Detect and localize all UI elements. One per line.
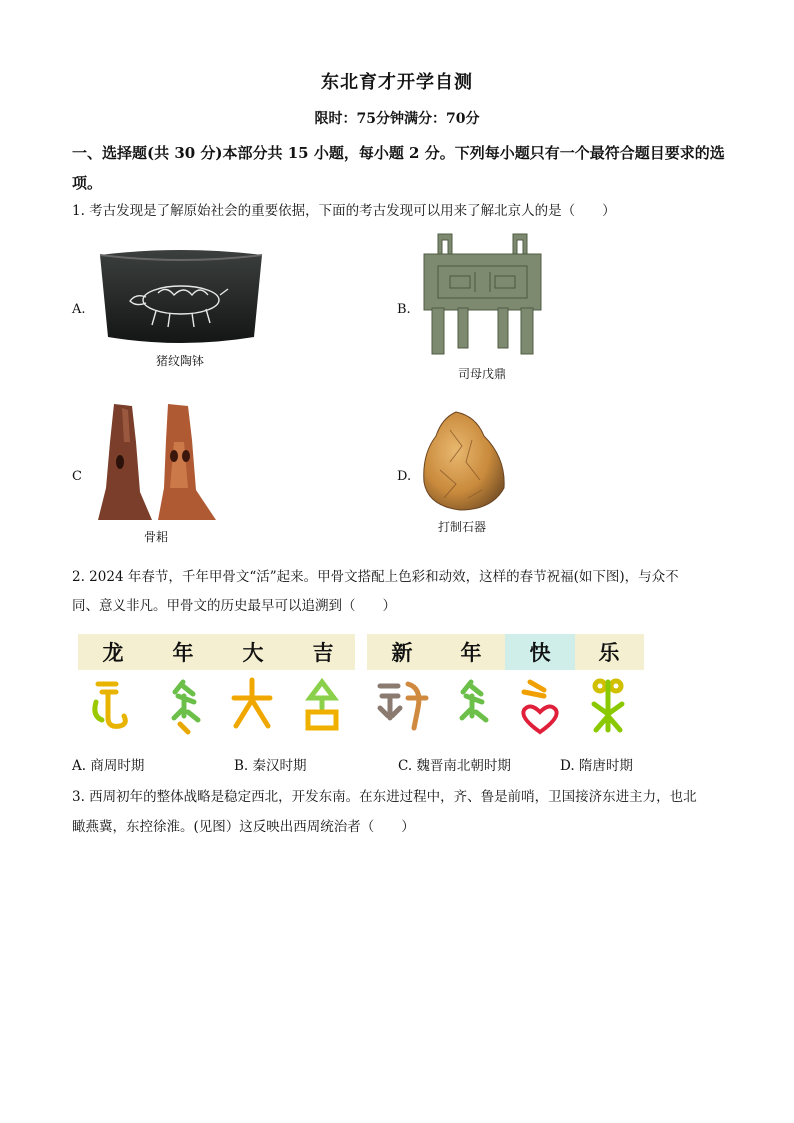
q2-option-b: B. 秦汉时期	[234, 758, 307, 774]
oracle-long-glyph	[95, 684, 125, 726]
section-heading: 一、选择题(共 30 分)本部分共 15 小题，每小题 2 分。下列每小题只有一个最符合题目要求的选项。	[72, 144, 725, 192]
oracle-nian-glyph-2	[462, 682, 486, 720]
banner-char-le: 乐	[598, 641, 620, 665]
oracle-glyphs	[78, 674, 644, 738]
oracle-da-glyph	[234, 680, 270, 726]
oracle-bone-greeting-banner	[78, 634, 644, 740]
bone-spade-image	[92, 402, 222, 524]
q1-option-b-caption: 司母戊鼎	[457, 367, 506, 381]
banner-char-nian-2: 年	[460, 641, 482, 665]
oracle-le-glyph	[594, 681, 622, 730]
question-3-line-2: 瞰燕冀，东控徐淮。(见图）这反映出西周统治者（ ）	[72, 819, 415, 835]
question-1-text: 1. 考古发现是了解原始社会的重要依据，下面的考古发现可以用来了解北京人的是（ ）	[72, 203, 616, 219]
q1-option-a-caption: 猪纹陶钵	[155, 354, 204, 368]
banner-char-xin: 新	[391, 641, 413, 665]
q2-option-d: D. 隋唐时期	[560, 758, 633, 774]
question-2-line-2: 同、意义非凡。甲骨文的历史最早可以追溯到（ ）	[72, 598, 396, 614]
bronze-ding-image	[420, 232, 545, 357]
question-3-line-1: 3. 西周初年的整体战略是稳定西北，开发东南。在东进过程中，齐、鲁是前哨，卫国接济东进主力，也北	[72, 789, 697, 805]
chipped-stone-tool-image	[420, 410, 510, 512]
oracle-xin-glyph	[380, 684, 426, 728]
page-title: 东北育才开学自测	[321, 72, 473, 93]
q1-option-d-letter: D.	[397, 469, 412, 484]
q1-option-a-letter: A.	[72, 302, 86, 317]
banner-char-long: 龙	[102, 641, 124, 665]
banner-char-ji: 吉	[312, 641, 334, 665]
page-subtitle: 限时：75分钟满分：70分	[314, 111, 480, 127]
oracle-ji-glyph	[308, 682, 336, 728]
oracle-nian-glyph-1	[174, 682, 198, 732]
q1-option-d-caption: 打制石器	[437, 520, 486, 534]
banner-char-da: 大	[242, 641, 264, 665]
q2-option-c: C. 魏晋南北朝时期	[398, 758, 511, 774]
q2-option-a: A. 商周时期	[72, 758, 145, 774]
oracle-kuai-glyph	[523, 682, 556, 732]
banner-char-nian-1: 年	[172, 641, 194, 665]
banner-char-kuai: 快	[529, 641, 551, 665]
question-2-line-1: 2. 2024 年春节，千年甲骨文“活”起来。甲骨文搭配上色彩和动效，这样的春节祝福(如下图)，与众不	[72, 569, 679, 585]
q1-option-c-letter: C	[72, 469, 82, 484]
pig-pottery-bowl-image	[96, 245, 266, 353]
q1-option-c-caption: 骨耜	[143, 530, 168, 544]
q1-option-b-letter: B.	[397, 302, 411, 317]
